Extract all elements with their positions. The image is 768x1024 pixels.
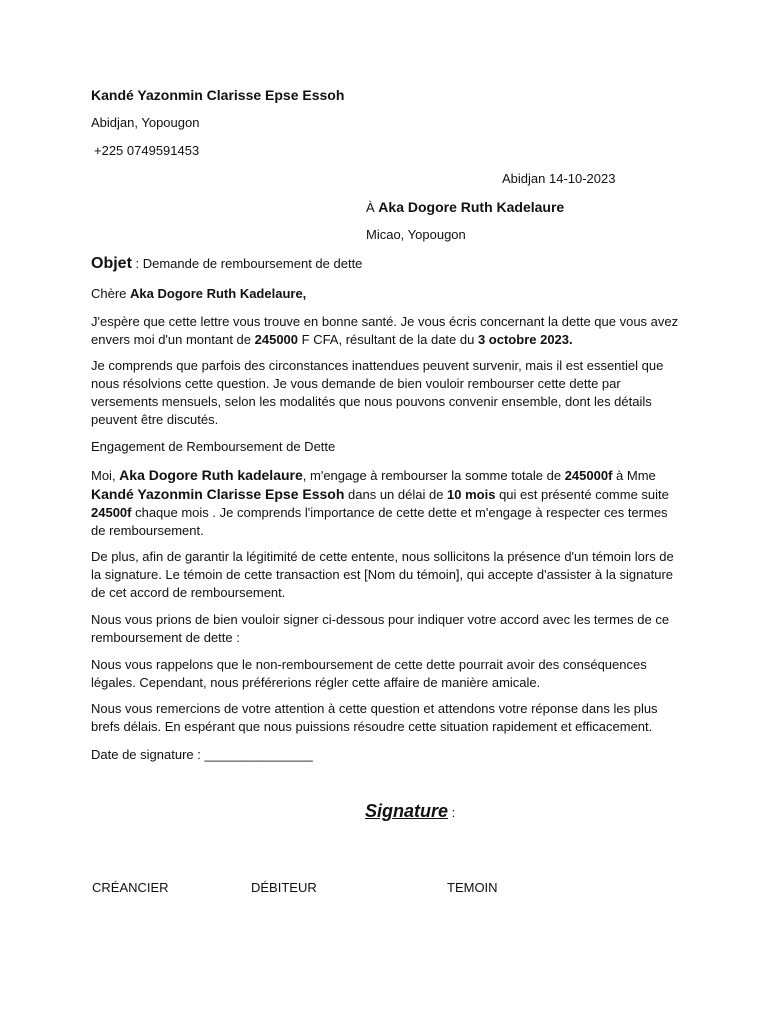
signatory-debtor: DÉBITEUR bbox=[251, 880, 317, 895]
para3-monthly: 24500f bbox=[91, 505, 132, 520]
paragraph-request: Je comprends que parfois des circonstances inattendues peuvent survenir, mais il est essentiel que nous résolvions cette question. Je vous demande de bien vouloir rembourser cette dette par versements mensuels, selon les modalités que nous pouvons convenir ensemble, dont les détails peuvent être discutés. bbox=[91, 358, 664, 427]
signature-heading bbox=[365, 802, 455, 822]
recipient-name: Aka Dogore Ruth Kadelaure bbox=[378, 199, 565, 215]
paragraph-debt-reminder bbox=[91, 313, 683, 349]
paragraph-consequences: Nous vous rappelons que le non-remboursement de cette dette pourrait avoir des conséquences légales. Cependant, nous préférerions régler cette affaire de manière amicale. bbox=[91, 657, 647, 690]
sender-phone: +225 0749591453 bbox=[94, 143, 200, 158]
para3-text-d: dans un délai de bbox=[344, 487, 448, 502]
recipient-line bbox=[366, 198, 564, 217]
subject-line bbox=[91, 255, 362, 273]
signature-colon: : bbox=[448, 805, 456, 820]
para1-date: 3 octobre 2023. bbox=[477, 332, 573, 347]
para1-amount: 245000 bbox=[254, 332, 299, 347]
signature-date-line: Date de signature : _______________ bbox=[91, 747, 313, 762]
paragraph-engagement bbox=[91, 466, 683, 540]
recipient-prefix: À bbox=[366, 200, 379, 215]
signature-title: Signature bbox=[365, 801, 449, 821]
para3-debtor: Aka Dogore Ruth kadelaure bbox=[119, 467, 303, 483]
para3-text-f: chaque mois . Je comprends l'importance de cette dette et m'engage à respecter ces termes de remboursement. bbox=[91, 505, 668, 538]
paragraph-sign-request: Nous vous prions de bien vouloir signer ci-dessous pour indiquer votre accord avec les termes de ce remboursement de dette : bbox=[91, 612, 670, 645]
para3-text-c: à Mme bbox=[612, 468, 656, 483]
salutation-name: Aka Dogore Ruth Kadelaure, bbox=[130, 286, 307, 301]
para3-text-b: , m'engage à rembourser la somme totale de bbox=[302, 468, 565, 483]
para3-creditor: Kandé Yazonmin Clarisse Epse Essoh bbox=[91, 486, 345, 502]
para3-total: 245000f bbox=[564, 468, 613, 483]
signatory-creditor: CRÉANCIER bbox=[92, 880, 169, 895]
subject-text: : Demande de remboursement de dette bbox=[131, 256, 363, 271]
letter-date: Abidjan 14-10-2023 bbox=[502, 171, 616, 186]
salutation-prefix: Chère bbox=[91, 286, 131, 301]
signatory-witness: TEMOIN bbox=[447, 880, 498, 895]
paragraph-witness: De plus, afin de garantir la légitimité de cette entente, nous sollicitons la présence d'un témoin lors de la signature. Le témoin de cette transaction est [Nom du témoin], qui accepte d'assister à la signature de cet accord de remboursement. bbox=[91, 549, 674, 600]
paragraph-thanks: Nous vous remercions de votre attention à cette question et attendons votre réponse dans les plus brefs délais. En espérant que nous puissions résoudre cette situation rapidement et efficacement. bbox=[91, 701, 658, 734]
subject-label: Objet bbox=[91, 255, 132, 272]
recipient-address: Micao, Yopougon bbox=[366, 227, 466, 242]
engagement-heading: Engagement de Remboursement de Dette bbox=[91, 439, 336, 454]
para3-text-a: Moi, bbox=[91, 468, 120, 483]
para3-duration: 10 mois bbox=[447, 487, 496, 502]
sender-name: Kandé Yazonmin Clarisse Epse Essoh bbox=[91, 87, 345, 103]
salutation bbox=[91, 285, 306, 303]
para1-text-b: F CFA, résultant de la date du bbox=[298, 332, 478, 347]
para3-text-e: qui est présenté comme suite bbox=[495, 487, 669, 502]
sender-address: Abidjan, Yopougon bbox=[91, 115, 200, 130]
para1-text-a: J'espère que cette lettre vous trouve en bonne santé. Je vous écris concernant la dette que vous avez envers moi d'un montant de bbox=[91, 314, 679, 347]
